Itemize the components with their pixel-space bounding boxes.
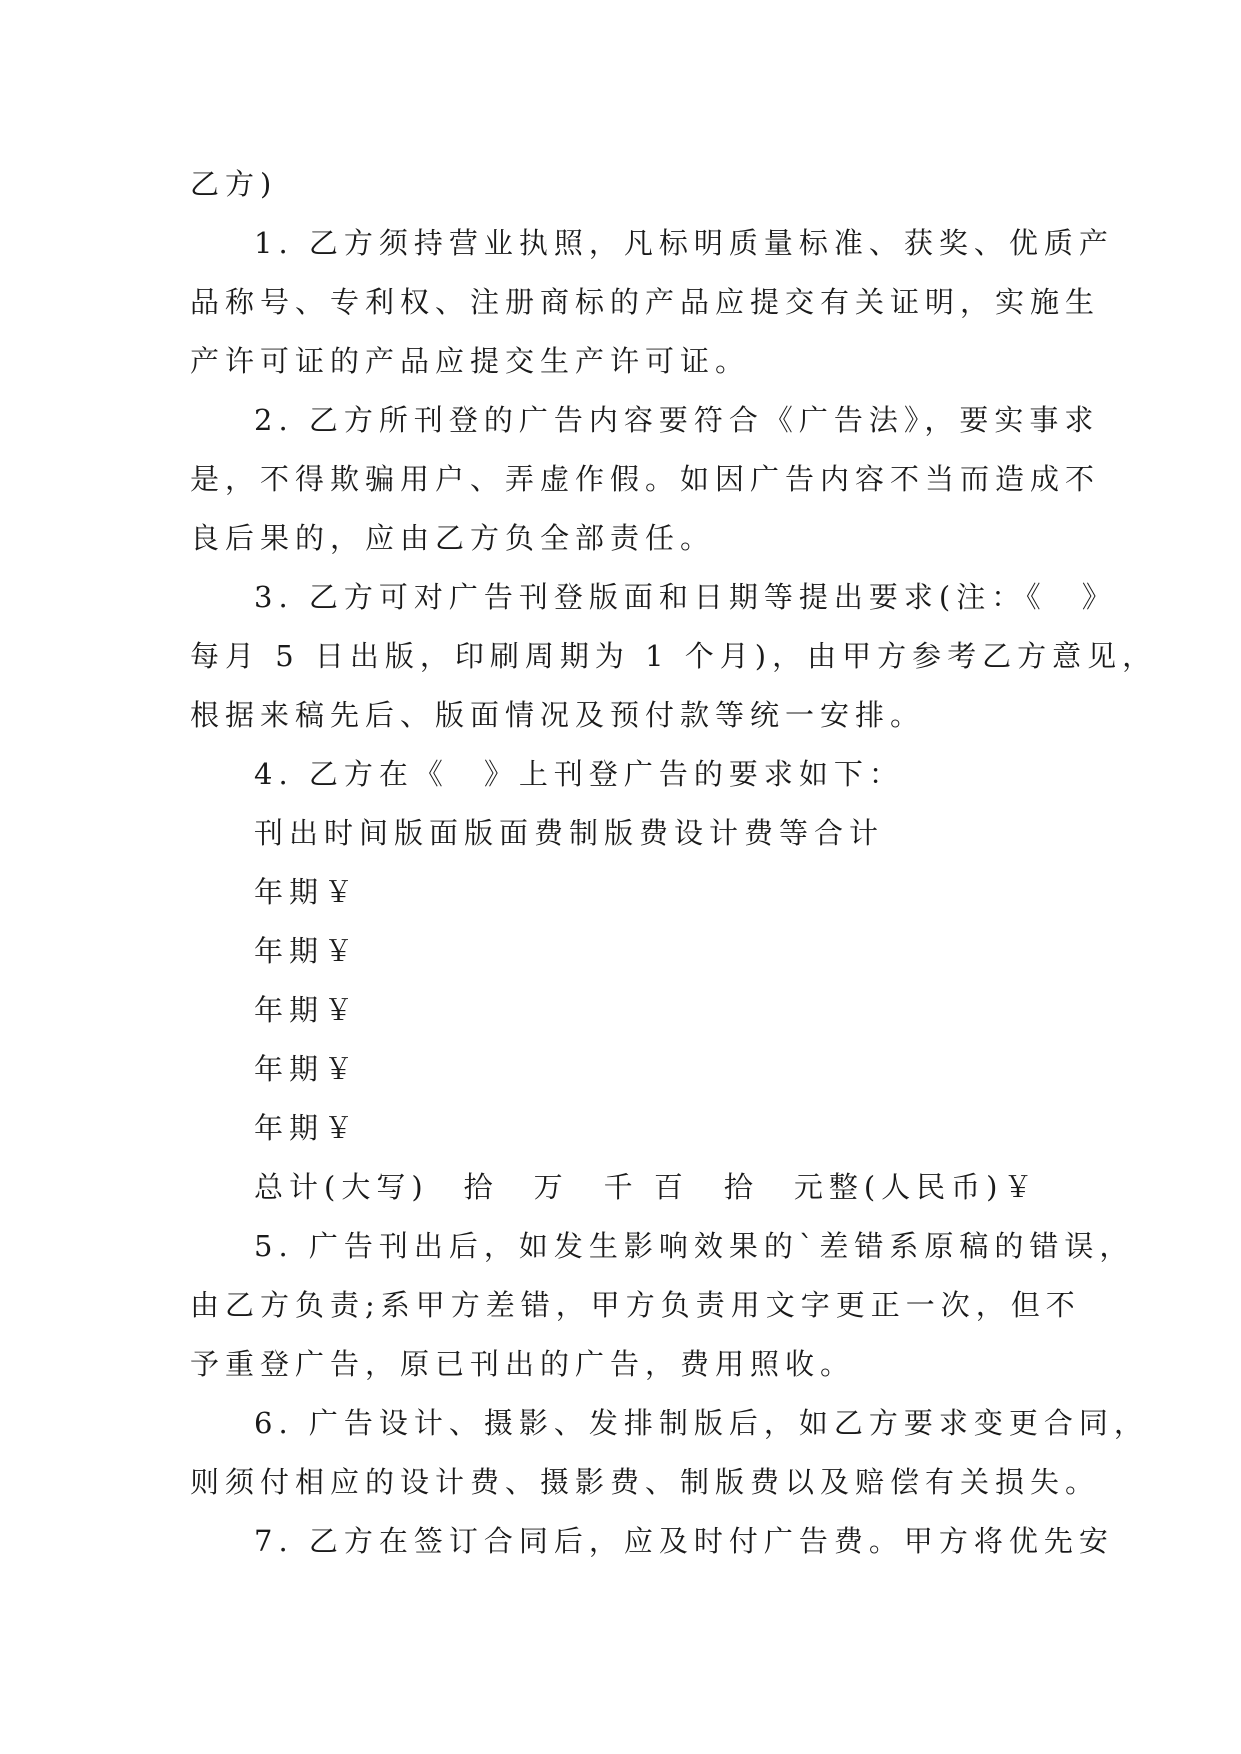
text-line: 产许可证的产品应提交生产许可证。 <box>190 344 751 378</box>
text-line: 每月 5 日出版，印刷周期为 1 个月)，由甲方参考乙方意见， <box>190 639 1158 673</box>
text-line: 良后果的，应由乙方负全部责任。 <box>190 521 716 555</box>
ad-table-row: 年期￥ <box>254 875 360 909</box>
clause-1-line: 1. 乙方须持营业执照，凡标明质量标准、获奖、优质产 <box>254 226 1114 260</box>
clause-7-line: 7. 乙方在签订合同后，应及时付广告费。甲方将优先安 <box>254 1524 1114 1558</box>
ad-table-row: 年期￥ <box>254 1052 360 1086</box>
text-line: 乙方) <box>190 167 278 201</box>
clause-2-line: 2. 乙方所刊登的广告内容要符合《广告法》，要实事求 <box>254 403 1100 437</box>
ad-table-row: 年期￥ <box>254 934 360 968</box>
text-line: 则须付相应的设计费、摄影费、制版费以及赔偿有关损失。 <box>190 1465 1101 1499</box>
ad-table-row: 年期￥ <box>254 993 360 1027</box>
ad-table-row: 年期￥ <box>254 1111 360 1145</box>
total-amount-line: 总计(大写) 拾 万 千 百 拾 元整(人民币)￥ <box>254 1170 1039 1204</box>
clause-4-line: 4. 乙方在《 》上刊登广告的要求如下： <box>254 757 904 791</box>
ad-table-header: 刊出时间版面版面费制版费设计费等合计 <box>254 816 885 850</box>
text-line: 根据来稿先后、版面情况及预付款等统一安排。 <box>190 698 926 732</box>
clause-5-line: 5. 广告刊出后，如发生影响效果的`差错系原稿的错误， <box>254 1229 1135 1263</box>
text-line: 品称号、专利权、注册商标的产品应提交有关证明，实施生 <box>190 285 1101 319</box>
text-line: 由乙方负责;系甲方差错，甲方负责用文字更正一次，但不 <box>190 1288 1081 1322</box>
clause-6-line: 6. 广告设计、摄影、发排制版后，如乙方要求变更合同， <box>254 1406 1149 1440</box>
clause-3-line: 3. 乙方可对广告刊登版面和日期等提出要求(注：《 》 <box>254 580 1117 614</box>
document-body <box>190 155 1158 1571</box>
text-line: 是，不得欺骗用户、弄虚作假。如因广告内容不当而造成不 <box>190 462 1101 496</box>
text-line: 予重登广告，原已刊出的广告，费用照收。 <box>190 1347 856 1381</box>
